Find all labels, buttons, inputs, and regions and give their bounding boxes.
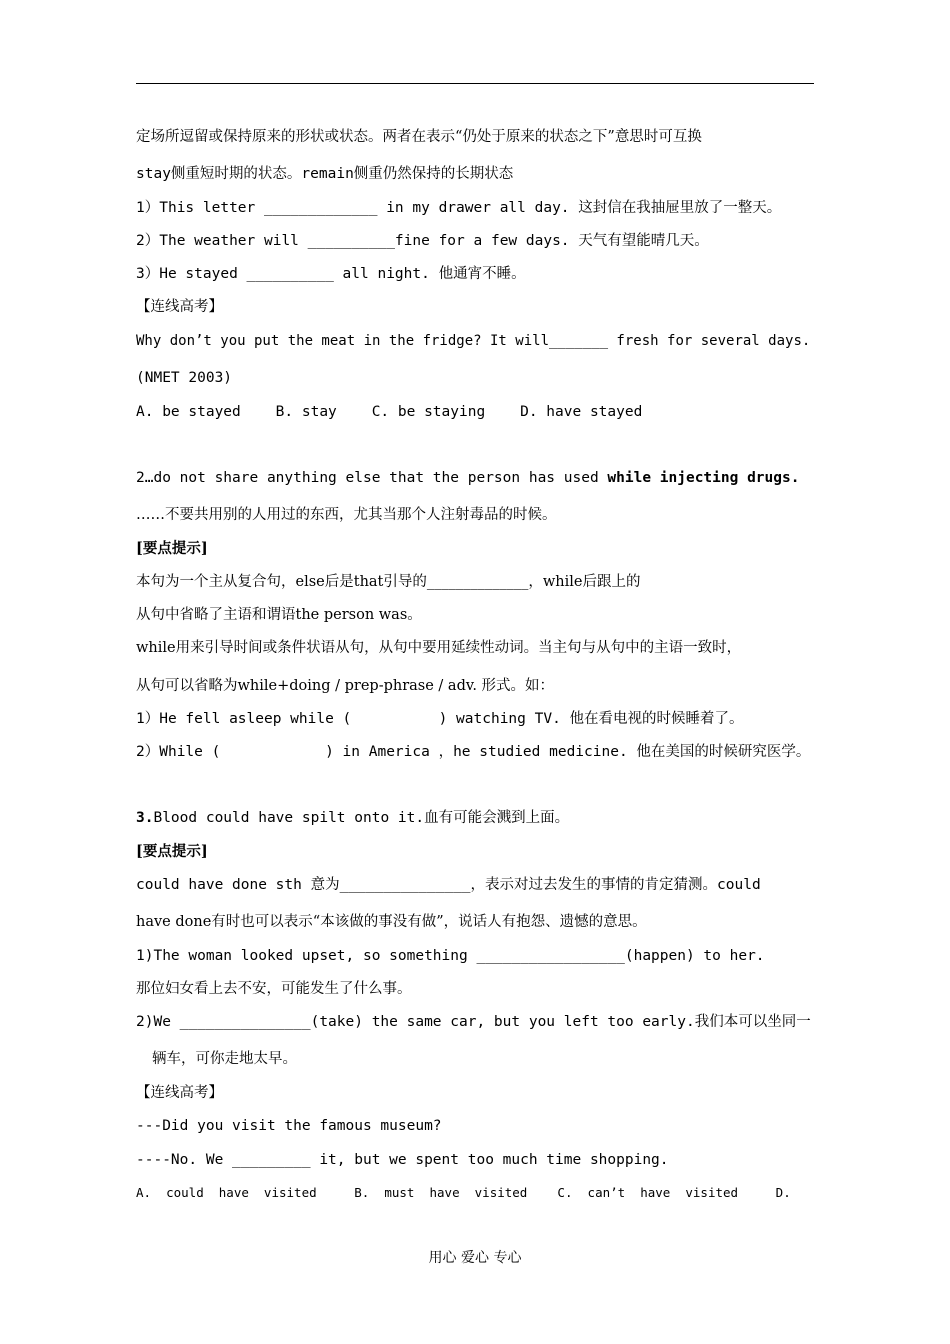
text-line-3: 1）This letter _____________ in my drawer all day. 这封信在我抽屉里放了一整天。 [136,200,782,216]
text-line-1: 定场所逗留或保持原来的形状或状态。两者在表示“仍处于原来的状态之下”意思时可互换 [136,129,702,145]
text-line-8: (NMET 2003) [136,370,233,386]
section-heading-gaokao-2: 【连线高考】 [136,1085,223,1101]
answer-options-1: A. be stayed B. stay C. be staying D. have stayed [136,404,643,420]
text-line-21: could have done sth 意为_______________，表示对过去发生的事情的肯定猜测。could [136,877,761,893]
text-line-14: 从句中省略了主语和谓语the person was。 [136,607,422,623]
answer-options-2: A. could have visited B. must have visited C. can’t have visited D. [136,1185,791,1200]
sentence: Blood could have spilt onto it.血有可能会溅到上面。 [153,810,570,826]
text-line-11: ……不要共用别的人用过的东西，尤其当那个人注射毒品的时候。 [136,507,557,523]
text-line-16: 从句可以省略为while+doing / prep-phrase / adv. 形式。如： [136,678,555,694]
text-line-7: Why don’t you put the meat in the fridge? It will_______ fresh for several days. [136,333,811,349]
page-footer: 用心 爱心 专心 [428,1250,522,1266]
text-line-22: have done有时也可以表示“本该做的事没有做”，说话人有抱怨、遗憾的意思。 [136,914,647,930]
section-heading-gaokao: 【连线高考】 [136,299,223,315]
sentence-bold-part: while injecting drugs. [607,470,800,486]
text-line-19 [136,808,814,828]
text-line-18: 2）While ( ) in America ，he studied medicine. 他在美国的时候研究医学。 [136,744,811,760]
text-line-28: ---Did you visit the famous museum? [136,1118,442,1134]
section-heading-tips: [要点提示] [136,540,208,557]
text-line-24: 那位妇女看上去不安，可能发生了什么事。 [136,981,412,997]
text-line-10 [136,468,814,488]
text-line-29: ----No. We _________ it, but we spent too much time shopping. [136,1152,669,1168]
text-line-17: 1）He fell asleep while ( ) watching TV. 他在看电视的时候睡着了。 [136,711,744,727]
header-rule [136,83,814,84]
text-line-25: 2)We _______________(take) the same car, but you left too early.我们本可以坐同一 [136,1014,811,1030]
text-line-4: 2）The weather will __________fine for a few days. 天气有望能晴几天。 [136,233,709,249]
item-number: 3. [136,810,154,826]
sentence-part: 2…do not share anything else that the person has used [136,470,608,486]
text-line-13: 本句为一个主从复合句，else后是that引导的______________，while后跟上的 [136,574,641,590]
section-heading-tips-2: [要点提示] [136,843,208,860]
text-line-15: while用来引导时间或条件状语从句，从句中要用延续性动词。当主句与从句中的主语一致时， [136,640,742,656]
text-line-23: 1)The woman looked upset, so something _________________(happen) to her. [136,948,765,964]
text-line-26: 辆车，可你走地太早。 [152,1051,297,1067]
text-line-2: stay侧重短时期的状态。remain侧重仍然保持的长期状态 [136,166,514,182]
text-line-5: 3）He stayed __________ all night. 他通宵不睡。 [136,266,526,282]
